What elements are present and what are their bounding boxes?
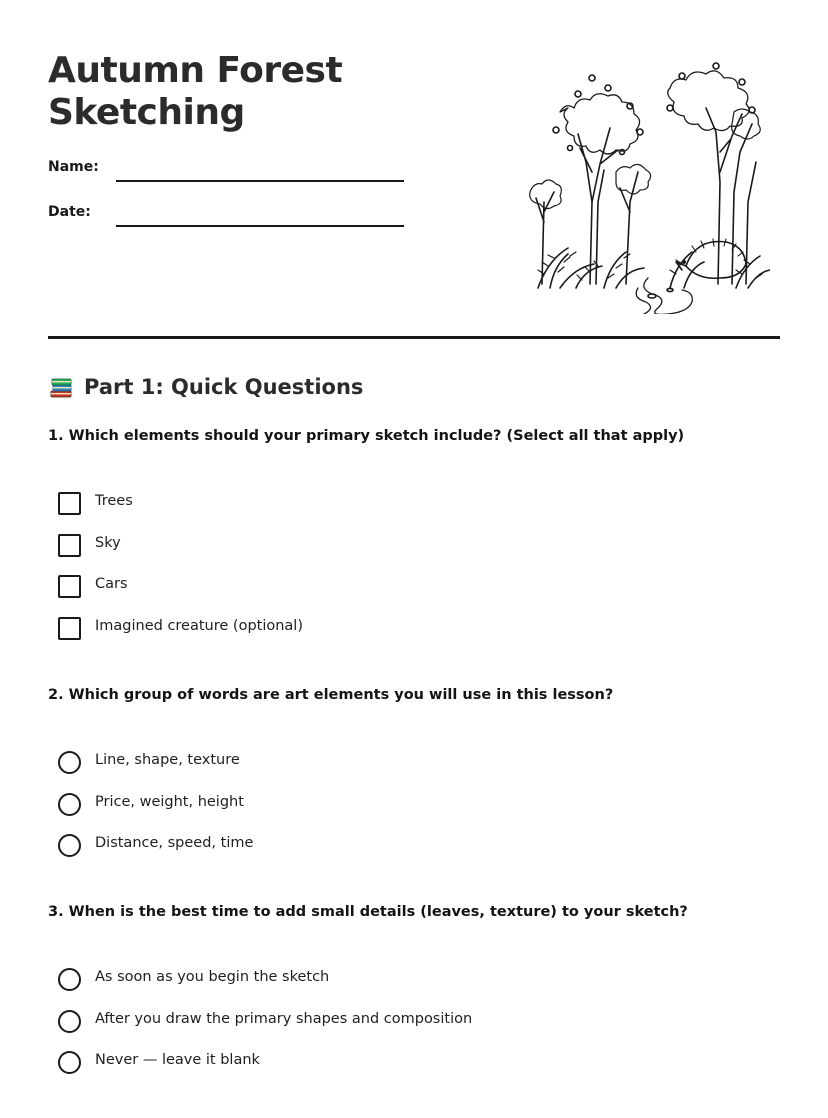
page-title [48,50,342,134]
option-label: Cars [95,576,128,592]
radio-button[interactable] [58,1010,81,1033]
option-label: Trees [95,493,133,509]
date-write-line[interactable] [116,225,404,227]
radio-button[interactable] [58,834,81,857]
name-field[interactable] [48,159,408,185]
question-2: 2. Which group of words are art elements you will use in this lesson? [48,687,614,703]
title-line-2: Sketching [48,92,245,133]
title-line-1: Autumn Forest [48,50,343,91]
date-label: Date: [48,204,91,220]
radio-button[interactable] [58,751,81,774]
question-1: 1. Which elements should your primary sketch include? (Select all that apply) [48,428,685,444]
option-label: Price, weight, height [95,793,244,810]
header-divider [48,336,780,339]
radio-button[interactable] [58,793,81,816]
option-label: Line, shape, texture [95,752,240,768]
section-title-text: Part 1: Quick Questions [84,375,364,399]
checkbox[interactable] [58,575,81,598]
option-label: As soon as you begin the sketch [95,969,330,985]
radio-button[interactable] [58,968,81,991]
checkbox[interactable] [58,617,81,640]
section-heading-part-1 [48,374,363,400]
option-label: Never — leave it blank [95,1052,260,1068]
option-label: Imagined creature (optional) [95,617,303,634]
date-field[interactable] [48,204,408,230]
option-label: Sky [95,534,121,551]
name-label: Name: [48,159,99,175]
option-label: After you draw the primary shapes and composition [95,1010,473,1027]
name-write-line[interactable] [116,180,404,182]
checkbox[interactable] [58,492,81,515]
option-label: Distance, speed, time [95,835,254,851]
question-3: 3. When is the best time to add small details (leaves, texture) to your sketch? [48,904,688,920]
forest-illustration [520,52,770,314]
checkbox[interactable] [58,534,81,557]
books-icon [48,374,74,400]
radio-button[interactable] [58,1051,81,1074]
